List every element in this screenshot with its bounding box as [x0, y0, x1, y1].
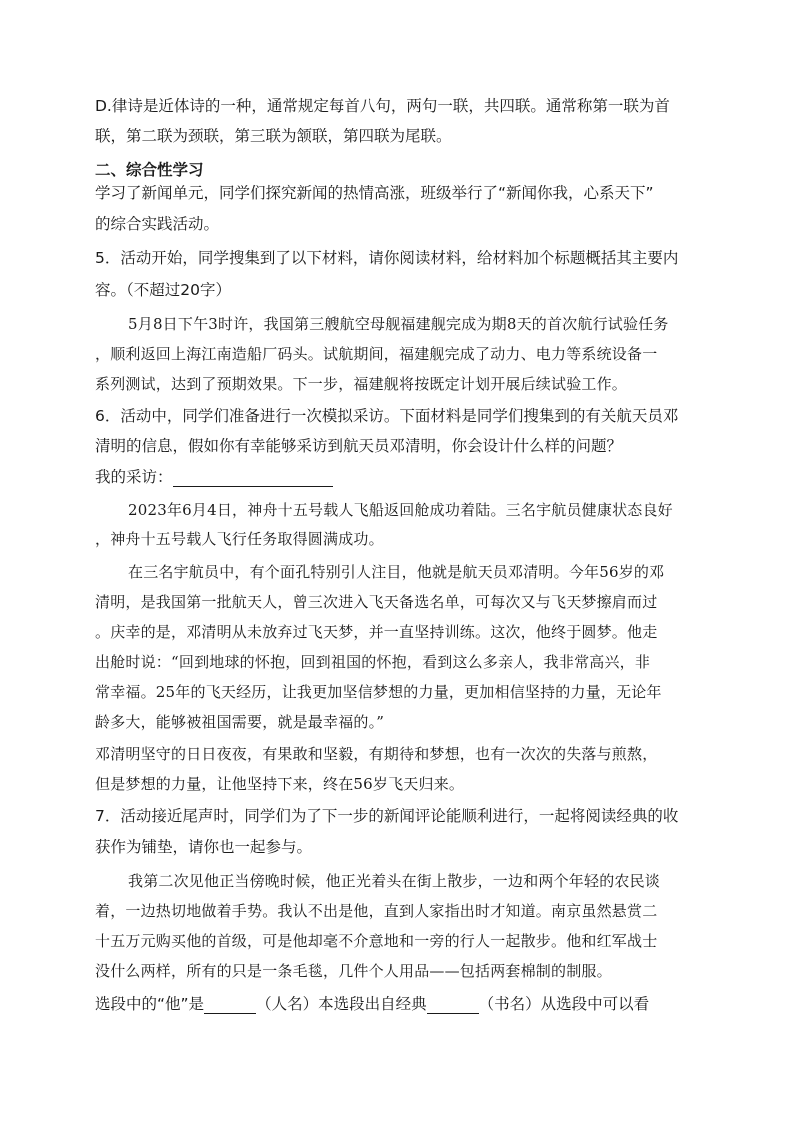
material-3-line-4: 出舱时说：“回到地球的怀抱，回到祖国的怀抱，看到这么多亲人，我非常高兴，非: [95, 653, 651, 671]
material-3-line-5: 常幸福。25年的飞天经历，让我更加坚信梦想的力量，更加相信坚持的力量，无论年: [95, 683, 662, 701]
q7-fill-text-1: 选段中的“他”是: [95, 995, 205, 1013]
material-1-line-3: 系列测试，达到了预期效果。下一步，福建舰将按既定计划开展后续试验工作。: [95, 375, 628, 393]
material-3-line-1: 在三名宇航员中，有个面孔特别引人注目，他就是航天员邓清明。今年56岁的邓: [128, 563, 665, 581]
material-2-line-2: ，神舟十五号载人飞行任务取得圆满成功。: [95, 530, 384, 548]
question-7-line-2: 获作为铺垫，请你也一起参与。: [95, 838, 313, 856]
material-3-line-3: 。庆幸的是，邓清明从未放弃过飞天梦，并一直坚持训练。这次，他终于圆梦。他走: [95, 623, 658, 641]
q7-fill-text-3: （书名）从选段中可以看: [478, 995, 650, 1013]
interview-answer-blank[interactable]: [173, 470, 333, 487]
material-5-line-2: 着，一边热切地做着手势。我认不出是他，直到人家指出时才知道。南京虽然悬赏二: [95, 902, 658, 920]
book-title-blank[interactable]: [427, 997, 479, 1014]
material-4-line-1: 邓清明坚守的日日夜夜，有果敢和坚毅，有期待和梦想，也有一次次的失落与煎熬，: [95, 745, 658, 763]
question-5-line-1: 5．活动开始，同学搜集到了以下材料，请你阅读材料，给材料加个标题概括其主要内: [95, 249, 679, 267]
option-d-line-2: 联，第二联为颈联，第三联为颔联，第四联为尾联。: [95, 127, 452, 145]
material-3-line-6: 龄多大，能够被祖国需要，就是最幸福的。”: [95, 713, 385, 731]
question-7-line-1: 7．活动接近尾声时，同学们为了下一步的新闻评论能顺利进行，一起将阅读经典的收: [95, 807, 679, 825]
question-6-line-1: 6．活动中，同学们准备进行一次模拟采访。下面材料是同学们搜集到的有关航天员邓: [95, 407, 679, 425]
interview-answer-line: [95, 467, 705, 487]
interview-label: 我的采访：: [95, 468, 173, 486]
option-d-line-1: D.律诗是近体诗的一种，通常规定每首八句，两句一联，共四联。通常称第一联为首: [95, 97, 670, 115]
person-name-blank[interactable]: [204, 997, 256, 1014]
intro-line-1: 学习了新闻单元，同学们探究新闻的热情高涨，班级举行了“新闻你我，心系天下”: [95, 184, 654, 202]
intro-line-2: 的综合实践活动。: [95, 215, 220, 233]
question-6-line-2: 清明的信息，假如你有幸能够采访到航天员邓清明，你会设计什么样的问题？: [95, 437, 623, 455]
material-5-line-4: 没什么两样，所有的只是一条毛毯，几件个人用品——包括两套棉制的制服。: [95, 962, 612, 980]
question-7-fill-line: [95, 994, 705, 1014]
material-3-line-2: 清明，是我国第一批航天人，曾三次进入飞天备选名单，可每次又与飞天梦擦肩而过: [95, 593, 658, 611]
q7-fill-text-2: （人名）本选段出自经典: [256, 995, 427, 1013]
material-5-line-3: 十五万元购买他的首级，可是他却毫不介意地和一旁的行人一起散步。他和红军战士: [95, 932, 658, 950]
section-heading: 二、综合性学习: [95, 161, 204, 179]
material-1-line-1: 5月8日下午3时许，我国第三艘航空母舰福建舰完成为期8天的首次航行试验任务: [128, 315, 669, 333]
question-5-line-2: 容。（不超过20字）: [95, 281, 231, 299]
material-2-line-1: 2023年6月4日，神舟十五号载人飞船返回舱成功着陆。三名宇航员健康状态良好: [128, 501, 673, 519]
material-5-line-1: 我第二次见他正当傍晚时候，他正光着头在街上散步，一边和两个年轻的农民谈: [128, 872, 661, 890]
material-1-line-2: ，顺利返回上海江南造船厂码头。试航期间，福建舰完成了动力、电力等系统设备一: [95, 345, 658, 363]
material-4-line-2: 但是梦想的力量，让他坚持下来，终在56岁飞天归来。: [95, 775, 465, 793]
